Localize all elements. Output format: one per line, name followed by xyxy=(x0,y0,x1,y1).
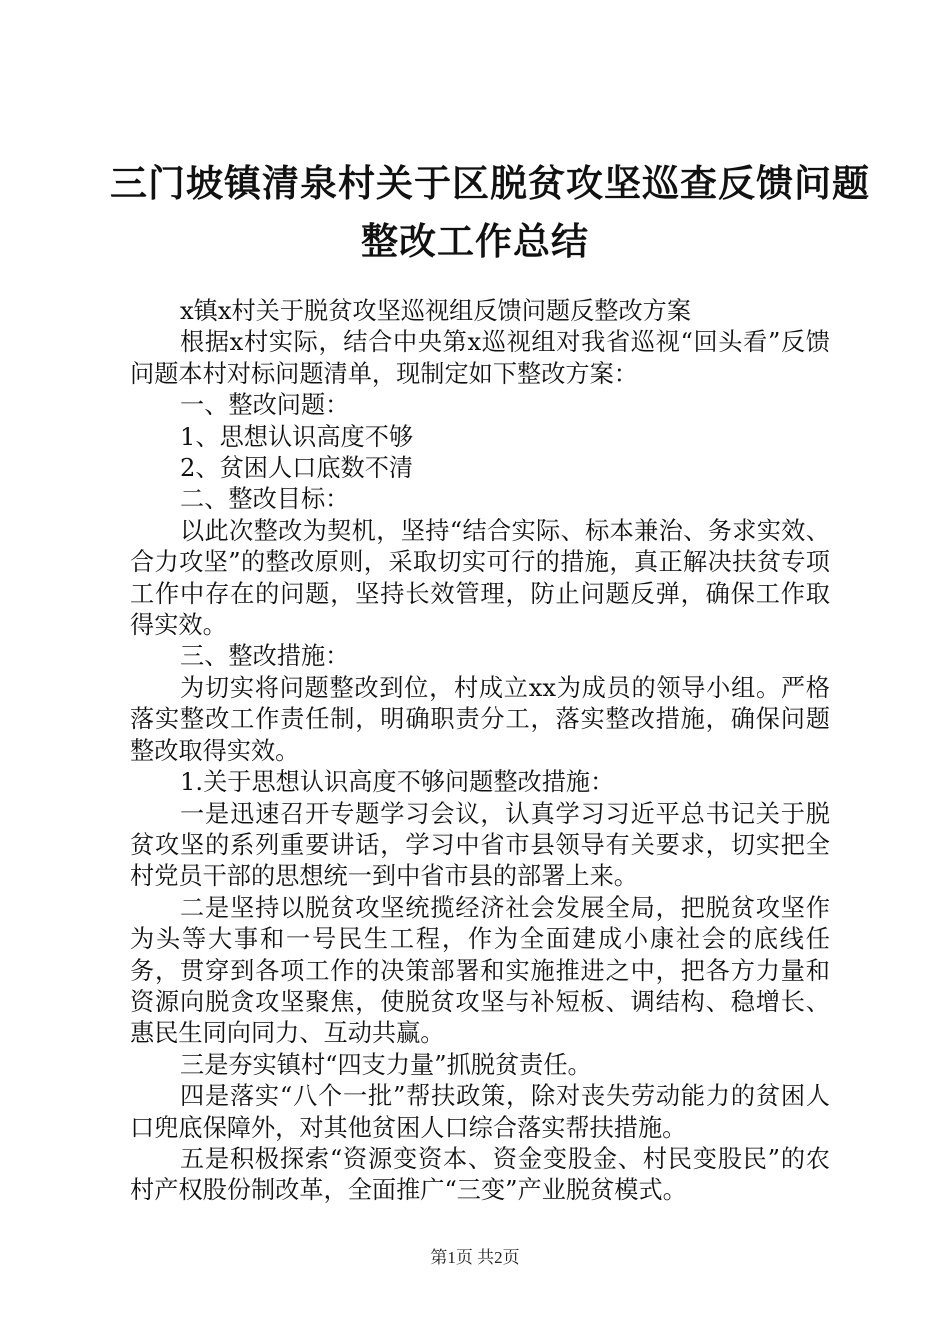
paragraph-measure-fourth: 四是落实“八个一批”帮扶政策，除对丧失劳动能力的贫困人口兜底保障外，对其他贫困人口综合落实帮扶措施。 xyxy=(130,1082,830,1142)
paragraph-measure-first: 一是迅速召开专题学习会议，认真学习习近平总书记关于脱贫攻坚的系列重要讲话，学习中省市县领导有关要求，切实把全村党员干部的思想统一到中省市县的部署上来。 xyxy=(130,799,830,891)
section-heading-problems: 一、整改问题： xyxy=(180,391,350,420)
list-item-problem-2: 2、贫困人口底数不清 xyxy=(180,454,414,483)
list-item-problem-1: 1、思想认识高度不够 xyxy=(180,422,414,451)
paragraph-intro: 根据x村实际，结合中央第x巡视组对我省巡视“回头看”反馈问题本村对标问题清单，现制定如下整改方案： xyxy=(130,328,830,388)
section-heading-goals: 二、整改目标： xyxy=(180,485,350,514)
paragraph-measure-fifth: 五是积极探索“资源变资本、资金变股金、村民变股民”的农村产权股份制改革，全面推广“三变”产业脱贫模式。 xyxy=(130,1144,830,1205)
document-title-line-2: 整改工作总结 xyxy=(361,220,589,263)
document-body xyxy=(130,296,830,1207)
subheading-measure-1: 1.关于思想认识高度不够问题整改措施： xyxy=(180,768,615,797)
paragraph-measure-third: 三是夯实镇村“四支力量”抓脱贫责任。 xyxy=(180,1050,592,1079)
paragraph-goals: 以此次整改为契机，坚持“结合实际、标本兼治、务求实效、合力攻坚”的整改原则，采取切实可行的措施，真正解决扶贫专项工作中存在的问题，坚持长效管理，防止问题反弹，确保工作取得实效。 xyxy=(130,516,830,640)
paragraph-measure-second: 二是坚持以脱贫攻坚统揽经济社会发展全局，把脱贫攻坚作为头等大事和一号民生工程，作为全面建成小康社会的底线任务，贯穿到各项工作的决策部署和实施推进之中，把各方力量和资源向脱贪攻坚聚焦，使脱贫攻坚与补短板、调结构、稳增长、惠民生同向同力、互动共赢。 xyxy=(130,893,830,1048)
document-title-line-1: 三门坡镇清泉村关于区脱贫攻坚巡查反馈问题 xyxy=(110,162,870,205)
paragraph-plan-heading: x镇x村关于脱贫攻坚巡视组反馈问题反整改方案 xyxy=(180,297,692,325)
page-number-footer: 第1页 共2页 xyxy=(430,1248,520,1267)
paragraph-measures: 为切实将问题整改到位，村成立xx为成员的领导小组。严格落实整改工作责任制，明确职责分工，落实整改措施，确保问题整改取得实效。 xyxy=(130,673,830,765)
section-heading-measures: 三、整改措施： xyxy=(180,642,350,671)
